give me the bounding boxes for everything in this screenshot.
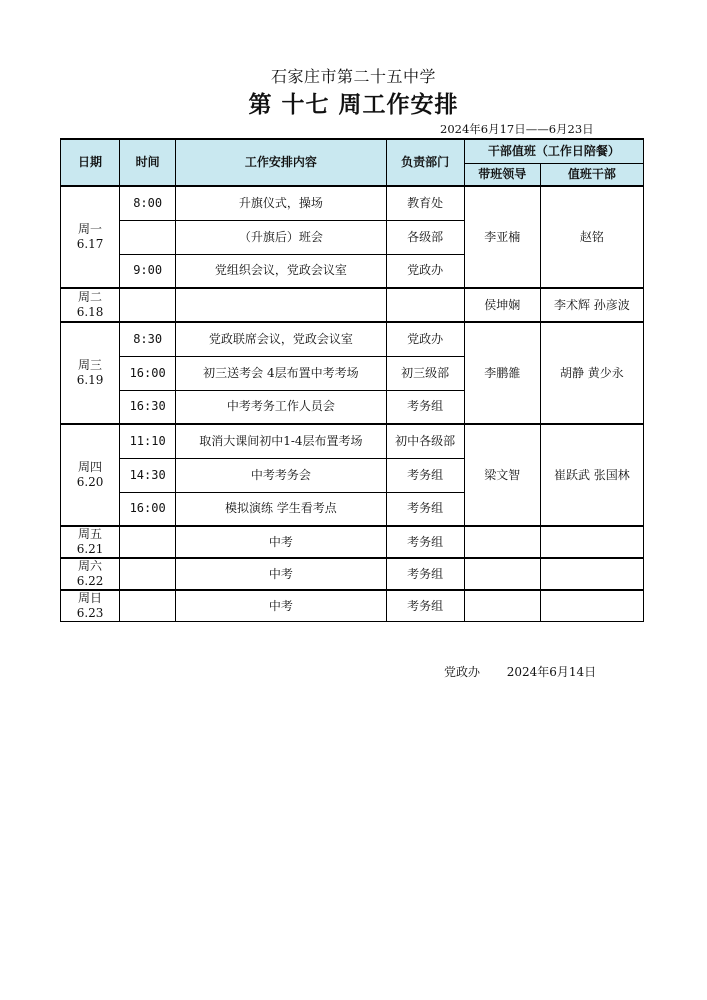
date-cell: [61, 424, 120, 526]
dept-cell: 考务组: [386, 526, 464, 558]
table-row: [61, 590, 644, 622]
content-cell: [176, 288, 386, 322]
dept-cell: 考务组: [386, 558, 464, 590]
time-cell: [120, 526, 176, 558]
content-cell: 中考: [176, 526, 386, 558]
dept-cell: 党政办: [386, 322, 464, 356]
dept-cell: 教育处: [386, 186, 464, 220]
dept-cell: 考务组: [386, 590, 464, 622]
date-cell: [61, 590, 120, 622]
school-name: 石家庄市第二十五中学: [270, 67, 436, 86]
leader-cell: 李鹏雒: [464, 322, 540, 424]
time-cell: 8:30: [120, 322, 176, 356]
date-cell: [61, 322, 120, 424]
content-cell: （升旗后）班会: [176, 220, 386, 254]
weekday-label: 周一: [78, 222, 103, 236]
header-duty-cadre: 值班干部: [540, 163, 643, 186]
dept-cell: 考务组: [386, 492, 464, 526]
table-row: [61, 558, 644, 590]
weekday-label: 周二: [78, 290, 103, 304]
date-label: 6.21: [76, 542, 104, 556]
dept-cell: 党政办: [386, 254, 464, 288]
content-cell: 中考: [176, 590, 386, 622]
content-cell: 中考考务工作人员会: [176, 390, 386, 424]
duty-cadre-cell: 胡静 黄少永: [540, 322, 643, 424]
date-range: 2024年6月17日——6月23日: [440, 122, 594, 136]
time-cell: 8:00: [120, 186, 176, 220]
leader-cell: [464, 558, 540, 590]
dept-cell: 初中各级部: [386, 424, 464, 458]
time-cell: [120, 558, 176, 590]
leader-cell: 梁文智: [464, 424, 540, 526]
date-cell: [61, 186, 120, 288]
date-label: 6.19: [76, 373, 104, 387]
date-label: 6.22: [76, 574, 104, 588]
content-cell: 模拟演练 学生看考点: [176, 492, 386, 526]
leader-cell: 侯坤娴: [464, 288, 540, 322]
table-row: [61, 424, 644, 458]
table-row: [61, 186, 644, 220]
schedule-table: [60, 138, 644, 622]
time-cell: [120, 590, 176, 622]
time-cell: [120, 220, 176, 254]
duty-cadre-cell: [540, 590, 643, 622]
content-cell: 中考考务会: [176, 458, 386, 492]
time-cell: 9:00: [120, 254, 176, 288]
duty-cadre-cell: [540, 558, 643, 590]
weekday-label: 周四: [78, 460, 103, 474]
header-time: 时间: [120, 139, 176, 186]
table-row: [61, 288, 644, 322]
schedule-body: [61, 186, 644, 622]
date-label: 6.20: [76, 475, 104, 489]
weekday-label: 周五: [78, 527, 103, 541]
duty-cadre-cell: 崔跃武 张国林: [540, 424, 643, 526]
footer: [444, 663, 596, 680]
content-cell: 中考: [176, 558, 386, 590]
duty-cadre-cell: [540, 526, 643, 558]
content-cell: 升旗仪式，操场: [176, 186, 386, 220]
date-cell: [61, 288, 120, 322]
header-row: [61, 139, 644, 163]
dept-cell: 各级部: [386, 220, 464, 254]
dept-cell: 初三级部: [386, 356, 464, 390]
leader-cell: 李亚楠: [464, 186, 540, 288]
duty-cadre-cell: 李术辉 孙彦波: [540, 288, 643, 322]
dept-cell: 考务组: [386, 458, 464, 492]
time-cell: 14:30: [120, 458, 176, 492]
table-row: [61, 322, 644, 356]
header-date: 日期: [61, 139, 120, 186]
table-row: [61, 526, 644, 558]
date-label: 6.23: [76, 606, 104, 620]
date-label: 6.18: [76, 305, 104, 319]
leader-cell: [464, 526, 540, 558]
date-label: 6.17: [76, 237, 104, 251]
weekday-label: 周日: [78, 591, 103, 605]
time-cell: 16:00: [120, 356, 176, 390]
header-dept: 负责部门: [386, 139, 464, 186]
time-cell: 16:00: [120, 492, 176, 526]
date-cell: [61, 558, 120, 590]
time-cell: [120, 288, 176, 322]
time-cell: 16:30: [120, 390, 176, 424]
header-leader: 带班领导: [464, 163, 540, 186]
page-title: 第 十七 周工作安排: [248, 92, 459, 118]
footer-date: 2024年6月14日: [506, 665, 597, 679]
content-cell: 党组织会议，党政会议室: [176, 254, 386, 288]
footer-office: 党政办: [444, 665, 481, 679]
time-cell: 11:10: [120, 424, 176, 458]
weekday-label: 周三: [78, 358, 103, 372]
dept-cell: [386, 288, 464, 322]
header-duty-group: 干部值班（工作日陪餐）: [464, 139, 643, 163]
date-cell: [61, 526, 120, 558]
header-content: 工作安排内容: [176, 139, 386, 186]
weekday-label: 周六: [78, 559, 103, 573]
content-cell: 初三送考会 4层布置中考考场: [176, 356, 386, 390]
duty-cadre-cell: 赵铭: [540, 186, 643, 288]
leader-cell: [464, 590, 540, 622]
dept-cell: 考务组: [386, 390, 464, 424]
content-cell: 党政联席会议，党政会议室: [176, 322, 386, 356]
content-cell: 取消大课间初中1-4层布置考场: [176, 424, 386, 458]
